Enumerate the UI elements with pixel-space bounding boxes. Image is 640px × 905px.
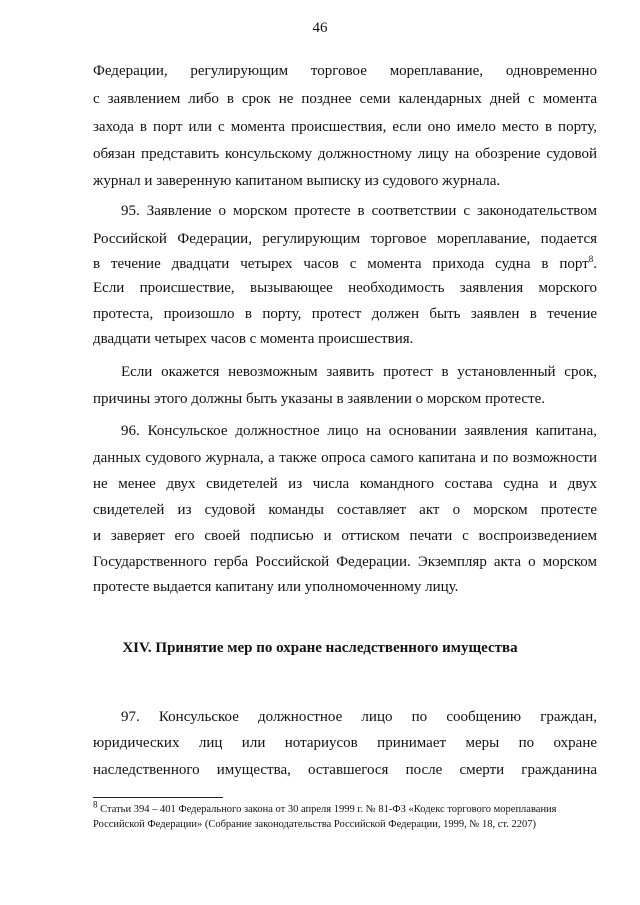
text-line: журнал и заверенную капитаном выписку из судового журнала. xyxy=(93,173,501,189)
footnote-text-1: Статьи 394 – 401 Федерального закона от 30 апреля 1999 г. № 81-ФЗ «Кодекс торгового мореплавания xyxy=(97,804,557,815)
text-line: свидетелей из судовой команды составляет акт о морском протесте xyxy=(93,502,597,518)
text-line: двадцати четырех часов с момента происшествия. xyxy=(93,331,414,347)
text-line-content: в течение двадцати четырех часов с момента прихода судна в порт xyxy=(93,256,589,272)
section-heading: XIV. Принятие мер по охране наследственного имущества xyxy=(122,640,518,656)
text-line-tail: . xyxy=(593,256,597,272)
text-line: захода в порт или с момента происшествия, если оно имело место в порту, xyxy=(93,119,597,135)
footnote-reference: 8 xyxy=(588,254,594,264)
text-line: 95. Заявление о морском протесте в соответствии с законодательством xyxy=(121,203,597,219)
text-line: данных судового журнала, а также опроса самого капитана и по возможности xyxy=(93,450,597,466)
text-line: причины этого должны быть указаны в заявлении о морском протесте. xyxy=(93,391,546,407)
text-line: обязан представить консульскому должностному лицу на обозрение судовой xyxy=(93,146,597,162)
text-line: юридических лиц или нотариусов принимает меры по охране xyxy=(93,735,597,751)
text-line: 97. Консульское должностное лицо по сообщению граждан, xyxy=(121,709,597,725)
text-line: не менее двух свидетелей из числа командного состава судна и двух xyxy=(93,476,597,492)
page-number: 46 xyxy=(312,20,328,36)
text-line: и заверяет его своей подписью и оттиском печати с воспроизведением xyxy=(93,528,597,544)
footnote-rule xyxy=(93,797,223,798)
footnote-line xyxy=(93,799,597,817)
text-line xyxy=(93,252,597,276)
text-line: протеста, произошло в порту, протест должен быть заявлен в течение xyxy=(93,306,597,322)
text-line: Федерации, регулирующим торговое мореплавание, одновременно xyxy=(93,63,597,79)
text-line: Если окажется невозможным заявить протест в установленный срок, xyxy=(121,364,597,380)
text-line: Российской Федерации, регулирующим торговое мореплавание, подается xyxy=(93,231,597,247)
text-line: протесте выдается капитану или уполномоченному лицу. xyxy=(93,579,459,595)
footnote-line xyxy=(93,817,597,832)
text-line: с заявлением либо в срок не позднее семи календарных дней с момента xyxy=(93,91,597,107)
text-line: Государственного герба Российской Федерации. Экземпляр акта о морском xyxy=(93,554,597,570)
footnote-mark: 8 xyxy=(93,799,98,810)
text-line: наследственного имущества, оставшегося после смерти гражданина xyxy=(93,762,597,778)
text-line: 96. Консульское должностное лицо на основании заявления капитана, xyxy=(121,423,597,439)
text-line: Если происшествие, вызывающее необходимость заявления морского xyxy=(93,280,597,296)
footnote-text-2: Российской Федерации» (Собрание законодательства Российской Федерации, 1999, № 18, ст. 2207) xyxy=(93,819,536,830)
